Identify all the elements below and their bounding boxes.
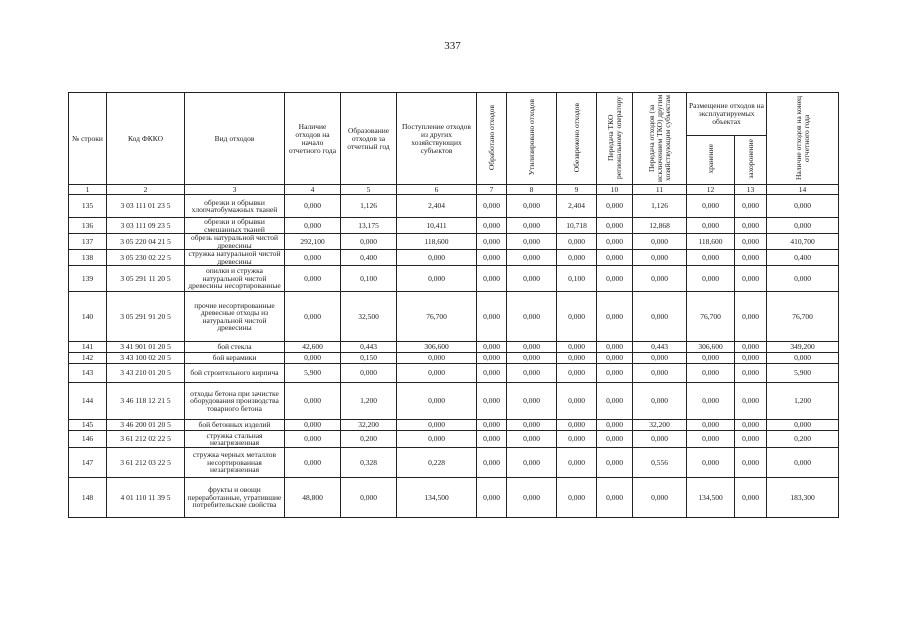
value-cell: 5,900 (767, 364, 839, 383)
value-cell: 0,000 (507, 266, 557, 292)
fkko-code-cell: 3 43 210 01 20 5 (107, 364, 185, 383)
value-cell: 0,000 (507, 195, 557, 218)
value-cell: 0,000 (687, 364, 735, 383)
fkko-code-cell: 3 05 291 91 20 5 (107, 292, 185, 342)
value-cell: 0,000 (397, 383, 477, 420)
value-cell: 0,000 (507, 478, 557, 518)
header-to-others: Передача отходов (за исключением ТКО) другим хозяйствующим субъектам (646, 93, 672, 182)
table-row (69, 218, 839, 234)
fkko-code-cell: 3 61 212 03 22 5 (107, 448, 185, 478)
table-row (69, 292, 839, 342)
header-end: Наличие отходов на конец отчетного года (793, 95, 811, 180)
value-cell: 0,000 (477, 195, 507, 218)
value-cell: 0,000 (597, 342, 633, 353)
waste-name-cell: стружка черных металлов несортированная незагрязненная (185, 448, 285, 478)
value-cell: 0,000 (397, 420, 477, 431)
value-cell: 0,000 (285, 383, 341, 420)
fkko-code-cell: 3 43 100 02 20 5 (107, 353, 185, 364)
value-cell: 0,000 (633, 431, 687, 448)
value-cell: 1,200 (767, 383, 839, 420)
fkko-code-cell: 3 05 220 04 21 5 (107, 234, 185, 250)
value-cell: 0,000 (557, 353, 597, 364)
value-cell: 0,000 (397, 266, 477, 292)
header-code: Код ФККО (107, 93, 185, 185)
value-cell: 0,000 (477, 234, 507, 250)
value-cell: 0,000 (477, 353, 507, 364)
value-cell: 0,000 (597, 364, 633, 383)
table-row (69, 195, 839, 218)
value-cell: 0,000 (285, 292, 341, 342)
value-cell: 0,000 (687, 431, 735, 448)
value-cell: 0,000 (507, 234, 557, 250)
waste-name-cell: стружка стальная незагрязненная (185, 431, 285, 448)
column-number-row (69, 185, 839, 195)
value-cell: 0,000 (507, 353, 557, 364)
column-number: 9 (557, 185, 597, 195)
header-received: Поступление отходов из других хозяйствующих субъектов (397, 93, 477, 185)
row-number-cell: 142 (69, 353, 107, 364)
value-cell: 0,000 (597, 292, 633, 342)
table-row (69, 234, 839, 250)
fkko-code-cell: 3 46 200 01 20 5 (107, 420, 185, 431)
value-cell: 0,000 (557, 478, 597, 518)
waste-name-cell: обрезки и обрывки хлопчатобумажных тканей (185, 195, 285, 218)
value-cell: 0,000 (477, 420, 507, 431)
row-number-cell: 146 (69, 431, 107, 448)
value-cell: 0,000 (767, 266, 839, 292)
value-cell: 0,000 (687, 353, 735, 364)
fkko-code-cell: 4 01 110 11 39 5 (107, 478, 185, 518)
value-cell: 0,000 (341, 478, 397, 518)
table-row (69, 383, 839, 420)
value-cell: 32,500 (341, 292, 397, 342)
value-cell: 0,000 (285, 353, 341, 364)
waste-name-cell: бой керамики (185, 353, 285, 364)
value-cell: 0,000 (557, 448, 597, 478)
value-cell: 0,100 (341, 266, 397, 292)
value-cell: 0,556 (633, 448, 687, 478)
waste-name-cell: бой бетонных изделий (185, 420, 285, 431)
value-cell: 0,000 (285, 218, 341, 234)
value-cell: 1,126 (341, 195, 397, 218)
waste-name-cell: обрезь натуральной чистой древесины (185, 234, 285, 250)
value-cell: 292,100 (285, 234, 341, 250)
value-cell: 0,000 (507, 383, 557, 420)
value-cell: 0,000 (477, 448, 507, 478)
value-cell: 134,500 (687, 478, 735, 518)
value-cell: 118,600 (687, 234, 735, 250)
header-row-no: № строки (69, 93, 107, 185)
waste-name-cell: бой строительного кирпича (185, 364, 285, 383)
table-row (69, 420, 839, 431)
fkko-code-cell: 3 05 291 11 20 5 (107, 266, 185, 292)
table-body (69, 195, 839, 518)
value-cell: 0,000 (735, 234, 767, 250)
fkko-code-cell: 3 03 111 01 23 5 (107, 195, 185, 218)
value-cell: 0,000 (633, 478, 687, 518)
fkko-code-cell: 3 41 901 01 20 5 (107, 342, 185, 353)
waste-name-cell: отходы бетона при зачистке оборудования производства товарного бетона (185, 383, 285, 420)
value-cell: 0,000 (477, 218, 507, 234)
column-number: 10 (597, 185, 633, 195)
value-cell: 0,000 (477, 478, 507, 518)
value-cell: 0,000 (507, 448, 557, 478)
row-number-cell: 135 (69, 195, 107, 218)
value-cell: 0,000 (735, 218, 767, 234)
value-cell: 1,126 (633, 195, 687, 218)
column-number: 8 (507, 185, 557, 195)
value-cell: 0,000 (735, 250, 767, 266)
column-number: 4 (285, 185, 341, 195)
value-cell: 134,500 (397, 478, 477, 518)
column-number: 11 (633, 185, 687, 195)
value-cell: 42,600 (285, 342, 341, 353)
fkko-code-cell: 3 61 212 02 22 5 (107, 431, 185, 448)
fkko-code-cell: 3 05 230 02 22 5 (107, 250, 185, 266)
value-cell: 0,000 (507, 420, 557, 431)
value-cell: 0,100 (557, 266, 597, 292)
value-cell: 0,228 (397, 448, 477, 478)
table-row (69, 266, 839, 292)
column-number: 14 (767, 185, 839, 195)
value-cell: 0,000 (633, 292, 687, 342)
table-row (69, 431, 839, 448)
value-cell: 0,000 (397, 364, 477, 383)
value-cell: 0,000 (557, 431, 597, 448)
column-number: 6 (397, 185, 477, 195)
value-cell: 0,000 (633, 364, 687, 383)
value-cell: 0,000 (735, 342, 767, 353)
value-cell: 0,000 (687, 195, 735, 218)
header-neutralized: Обезврежено отходов (571, 102, 581, 173)
value-cell: 0,000 (735, 195, 767, 218)
waste-name-cell: обрезки и обрывки смешанных тканей (185, 218, 285, 234)
header-processed: Обработано отходов (486, 104, 496, 171)
waste-table (68, 92, 839, 518)
column-number: 3 (185, 185, 285, 195)
value-cell: 0,000 (597, 250, 633, 266)
value-cell: 410,700 (767, 234, 839, 250)
row-number-cell: 143 (69, 364, 107, 383)
row-number-cell: 141 (69, 342, 107, 353)
waste-name-cell: опилки и стружка натуральной чистой древесины несортированные (185, 266, 285, 292)
table-header-row (69, 93, 839, 136)
value-cell: 0,000 (597, 266, 633, 292)
value-cell: 2,404 (397, 195, 477, 218)
value-cell: 0,000 (507, 250, 557, 266)
value-cell: 0,000 (687, 218, 735, 234)
value-cell: 0,000 (397, 353, 477, 364)
waste-name-cell: стружка натуральной чистой древесины (185, 250, 285, 266)
value-cell: 0,000 (477, 383, 507, 420)
value-cell: 1,200 (341, 383, 397, 420)
value-cell: 0,000 (557, 250, 597, 266)
value-cell: 0,000 (767, 218, 839, 234)
header-storage: хранение (705, 144, 715, 174)
value-cell: 0,000 (285, 431, 341, 448)
value-cell: 0,400 (767, 250, 839, 266)
value-cell: 306,600 (397, 342, 477, 353)
value-cell: 0,000 (633, 353, 687, 364)
value-cell: 0,000 (557, 342, 597, 353)
waste-name-cell: бой стекла (185, 342, 285, 353)
value-cell: 0,000 (341, 364, 397, 383)
header-utilized: Утилизировано отходов (526, 99, 536, 176)
value-cell: 0,000 (597, 448, 633, 478)
column-number: 2 (107, 185, 185, 195)
value-cell: 0,000 (397, 431, 477, 448)
value-cell: 0,000 (597, 234, 633, 250)
waste-name-cell: фрукты и овощи переработанные, утратившие потребительские свойства (185, 478, 285, 518)
value-cell: 10,411 (397, 218, 477, 234)
value-cell: 0,000 (735, 383, 767, 420)
value-cell: 0,000 (767, 195, 839, 218)
header-formed: Образование отходов за отчетный год (341, 93, 397, 185)
row-number-cell: 138 (69, 250, 107, 266)
value-cell: 0,000 (735, 420, 767, 431)
row-number-cell: 136 (69, 218, 107, 234)
row-number-cell: 144 (69, 383, 107, 420)
value-cell: 0,000 (507, 364, 557, 383)
value-cell: 76,700 (687, 292, 735, 342)
value-cell: 0,000 (735, 266, 767, 292)
header-burial: захоронение (745, 139, 755, 179)
row-number-cell: 148 (69, 478, 107, 518)
value-cell: 0,000 (597, 383, 633, 420)
value-cell: 349,200 (767, 342, 839, 353)
value-cell: 0,000 (597, 218, 633, 234)
value-cell: 0,000 (557, 292, 597, 342)
value-cell: 0,000 (557, 420, 597, 431)
fkko-code-cell: 3 03 111 09 23 5 (107, 218, 185, 234)
value-cell: 0,000 (735, 364, 767, 383)
value-cell: 0,000 (735, 448, 767, 478)
value-cell: 0,000 (477, 431, 507, 448)
value-cell: 0,000 (687, 420, 735, 431)
header-placement-group: Размещение отходов на эксплуатируемых объектах (687, 93, 767, 136)
value-cell: 32,200 (341, 420, 397, 431)
value-cell: 12,868 (633, 218, 687, 234)
value-cell: 0,000 (557, 234, 597, 250)
value-cell: 0,000 (735, 292, 767, 342)
column-number: 5 (341, 185, 397, 195)
value-cell: 0,000 (735, 478, 767, 518)
value-cell: 0,000 (477, 292, 507, 342)
value-cell: 0,000 (735, 431, 767, 448)
value-cell: 0,000 (507, 218, 557, 234)
value-cell: 76,700 (767, 292, 839, 342)
value-cell: 10,718 (557, 218, 597, 234)
value-cell: 0,000 (687, 250, 735, 266)
value-cell: 0,000 (341, 234, 397, 250)
value-cell: 0,000 (597, 195, 633, 218)
table-row (69, 448, 839, 478)
row-number-cell: 147 (69, 448, 107, 478)
value-cell: 0,000 (687, 448, 735, 478)
value-cell: 0,000 (633, 266, 687, 292)
value-cell: 0,400 (341, 250, 397, 266)
value-cell: 0,000 (767, 420, 839, 431)
table-row (69, 250, 839, 266)
value-cell: 0,000 (633, 250, 687, 266)
row-number-cell: 145 (69, 420, 107, 431)
table-row (69, 342, 839, 353)
value-cell: 0,000 (285, 195, 341, 218)
page-number: 337 (444, 40, 461, 52)
value-cell: 0,000 (477, 364, 507, 383)
table-row (69, 478, 839, 518)
value-cell: 0,000 (285, 250, 341, 266)
value-cell: 0,000 (285, 266, 341, 292)
value-cell: 0,000 (767, 353, 839, 364)
value-cell: 0,000 (597, 478, 633, 518)
value-cell: 0,200 (341, 431, 397, 448)
value-cell: 0,150 (341, 353, 397, 364)
value-cell: 0,000 (633, 234, 687, 250)
row-number-cell: 137 (69, 234, 107, 250)
fkko-code-cell: 3 46 118 12 21 5 (107, 383, 185, 420)
table-row (69, 353, 839, 364)
value-cell: 118,600 (397, 234, 477, 250)
column-number: 7 (477, 185, 507, 195)
value-cell: 0,000 (557, 383, 597, 420)
value-cell: 0,000 (597, 420, 633, 431)
value-cell: 0,000 (597, 431, 633, 448)
value-cell: 0,000 (633, 383, 687, 420)
value-cell: 0,000 (687, 266, 735, 292)
value-cell: 0,000 (767, 448, 839, 478)
value-cell: 0,000 (477, 266, 507, 292)
value-cell: 0,000 (687, 383, 735, 420)
value-cell: 32,200 (633, 420, 687, 431)
value-cell: 0,000 (477, 342, 507, 353)
value-cell: 0,000 (557, 364, 597, 383)
value-cell: 0,000 (597, 353, 633, 364)
value-cell: 2,404 (557, 195, 597, 218)
value-cell: 0,000 (507, 431, 557, 448)
value-cell: 0,000 (285, 448, 341, 478)
table-row (69, 364, 839, 383)
value-cell: 0,000 (735, 353, 767, 364)
value-cell: 0,200 (767, 431, 839, 448)
column-number: 12 (687, 185, 735, 195)
header-name: Вид отходов (185, 93, 285, 185)
column-number: 13 (735, 185, 767, 195)
value-cell: 0,000 (285, 420, 341, 431)
value-cell: 0,443 (341, 342, 397, 353)
value-cell: 76,700 (397, 292, 477, 342)
waste-name-cell: прочие несортированные древесные отходы из натуральной чистой древесины (185, 292, 285, 342)
value-cell: 13,175 (341, 218, 397, 234)
value-cell: 0,000 (507, 292, 557, 342)
value-cell: 0,000 (507, 342, 557, 353)
value-cell: 183,300 (767, 478, 839, 518)
row-number-cell: 139 (69, 266, 107, 292)
value-cell: 306,600 (687, 342, 735, 353)
value-cell: 0,000 (477, 250, 507, 266)
column-number: 1 (69, 185, 107, 195)
value-cell: 0,000 (397, 250, 477, 266)
value-cell: 0,443 (633, 342, 687, 353)
row-number-cell: 140 (69, 292, 107, 342)
value-cell: 48,800 (285, 478, 341, 518)
header-to-operator: Передача ТКО региональному оператору (605, 96, 623, 179)
value-cell: 0,328 (341, 448, 397, 478)
value-cell: 5,900 (285, 364, 341, 383)
header-start: Наличие отходов на начало отчетного года (285, 93, 341, 185)
